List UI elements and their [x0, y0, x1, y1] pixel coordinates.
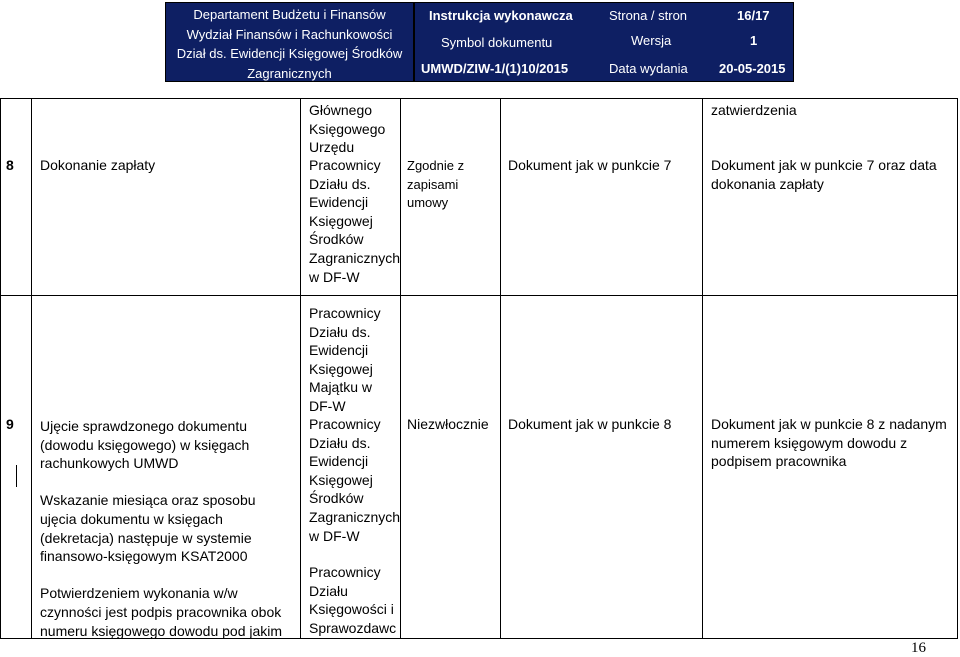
col-border-0 — [0, 98, 1, 639]
col-border-2 — [300, 98, 301, 639]
col-border-3 — [400, 98, 401, 639]
input-cell: Dokument jak w punkcie 8 — [508, 416, 672, 432]
col-border-6 — [957, 98, 958, 639]
col-border-5 — [702, 98, 703, 639]
symbol-value: UMWD/ZIW-1/(1)10/2015 — [421, 61, 569, 76]
header-department-box — [165, 2, 414, 82]
dept-line-4: Zagranicznych — [247, 65, 332, 81]
responsible-cell-continued: Głównego Księgowego Urzędu — [309, 102, 386, 156]
timing-cell: Niezwłocznie — [407, 416, 489, 432]
timing-cell: Zgodnie z zapisami umowy — [407, 158, 465, 211]
version-label: Wersja — [631, 33, 672, 48]
col-border-4 — [500, 98, 501, 639]
header-document-info — [414, 2, 794, 82]
dept-line-1: Departament Budżetu i Finansów — [193, 7, 386, 22]
responsible-cell: Pracownicy Działu ds. Ewidencji Księgowej Środków Zagranicznych w DF-W — [309, 157, 401, 285]
action-cell: Dokonanie zapłaty — [40, 157, 156, 173]
table-top-border — [0, 98, 958, 99]
page-value: 16/17 — [737, 8, 770, 23]
action-cell: Ujęcie sprawdzonego dokumentu (dowodu księgowego) w księgach rachunkowych UMWD Wskazanie miesiąca oraz sposobu ujęcia dokumentu w księgach (dekretacja) następuje w systemie finansowo-księgowym KSAT2000 Potwierdzeniem wykonania w/w czynności jest podpis pracownika obok numeru księgowego dowodu pod jakim — [40, 418, 283, 639]
row-divider — [0, 295, 958, 296]
responsible-cell-a: Pracownicy Działu ds. Ewidencji Księgowej Majątku w DF-W — [309, 305, 381, 414]
output-cell-continued: zatwierdzenia — [711, 102, 797, 118]
date-label: Data wydania — [609, 61, 688, 76]
date-value: 20-05-2015 — [719, 61, 786, 76]
output-cell: Dokument jak w punkcie 7 oraz data dokonania zapłaty — [711, 157, 937, 192]
col-border-1 — [31, 98, 32, 639]
output-cell: Dokument jak w punkcie 8 z nadanym numerem księgowym dowodu z podpisem pracownika — [711, 416, 947, 470]
row-number: 8 — [6, 157, 14, 173]
responsible-cell-b: Pracownicy Działu ds. Ewidencji Księgowej Środków Zagranicznych w DF-W — [309, 416, 401, 544]
dept-line-3: Dział ds. Ewidencji Księgowej Środków — [176, 46, 403, 61]
dept-line-2: Wydział Finansów i Rachunkowości — [186, 26, 393, 42]
responsible-cell-c: Pracownicy Działu Księgowości i Sprawozdawc — [309, 564, 397, 636]
row-number: 9 — [6, 416, 14, 432]
input-cell: Dokument jak w punkcie 7 — [508, 157, 672, 173]
page-number: 16 — [911, 640, 926, 656]
doc-type: Instrukcja wykonawcza — [429, 8, 573, 23]
version-value: 1 — [750, 33, 758, 48]
symbol-label: Symbol dokumentu — [441, 35, 553, 50]
page-label: Strona / stron — [609, 8, 688, 23]
change-marker — [16, 465, 17, 487]
